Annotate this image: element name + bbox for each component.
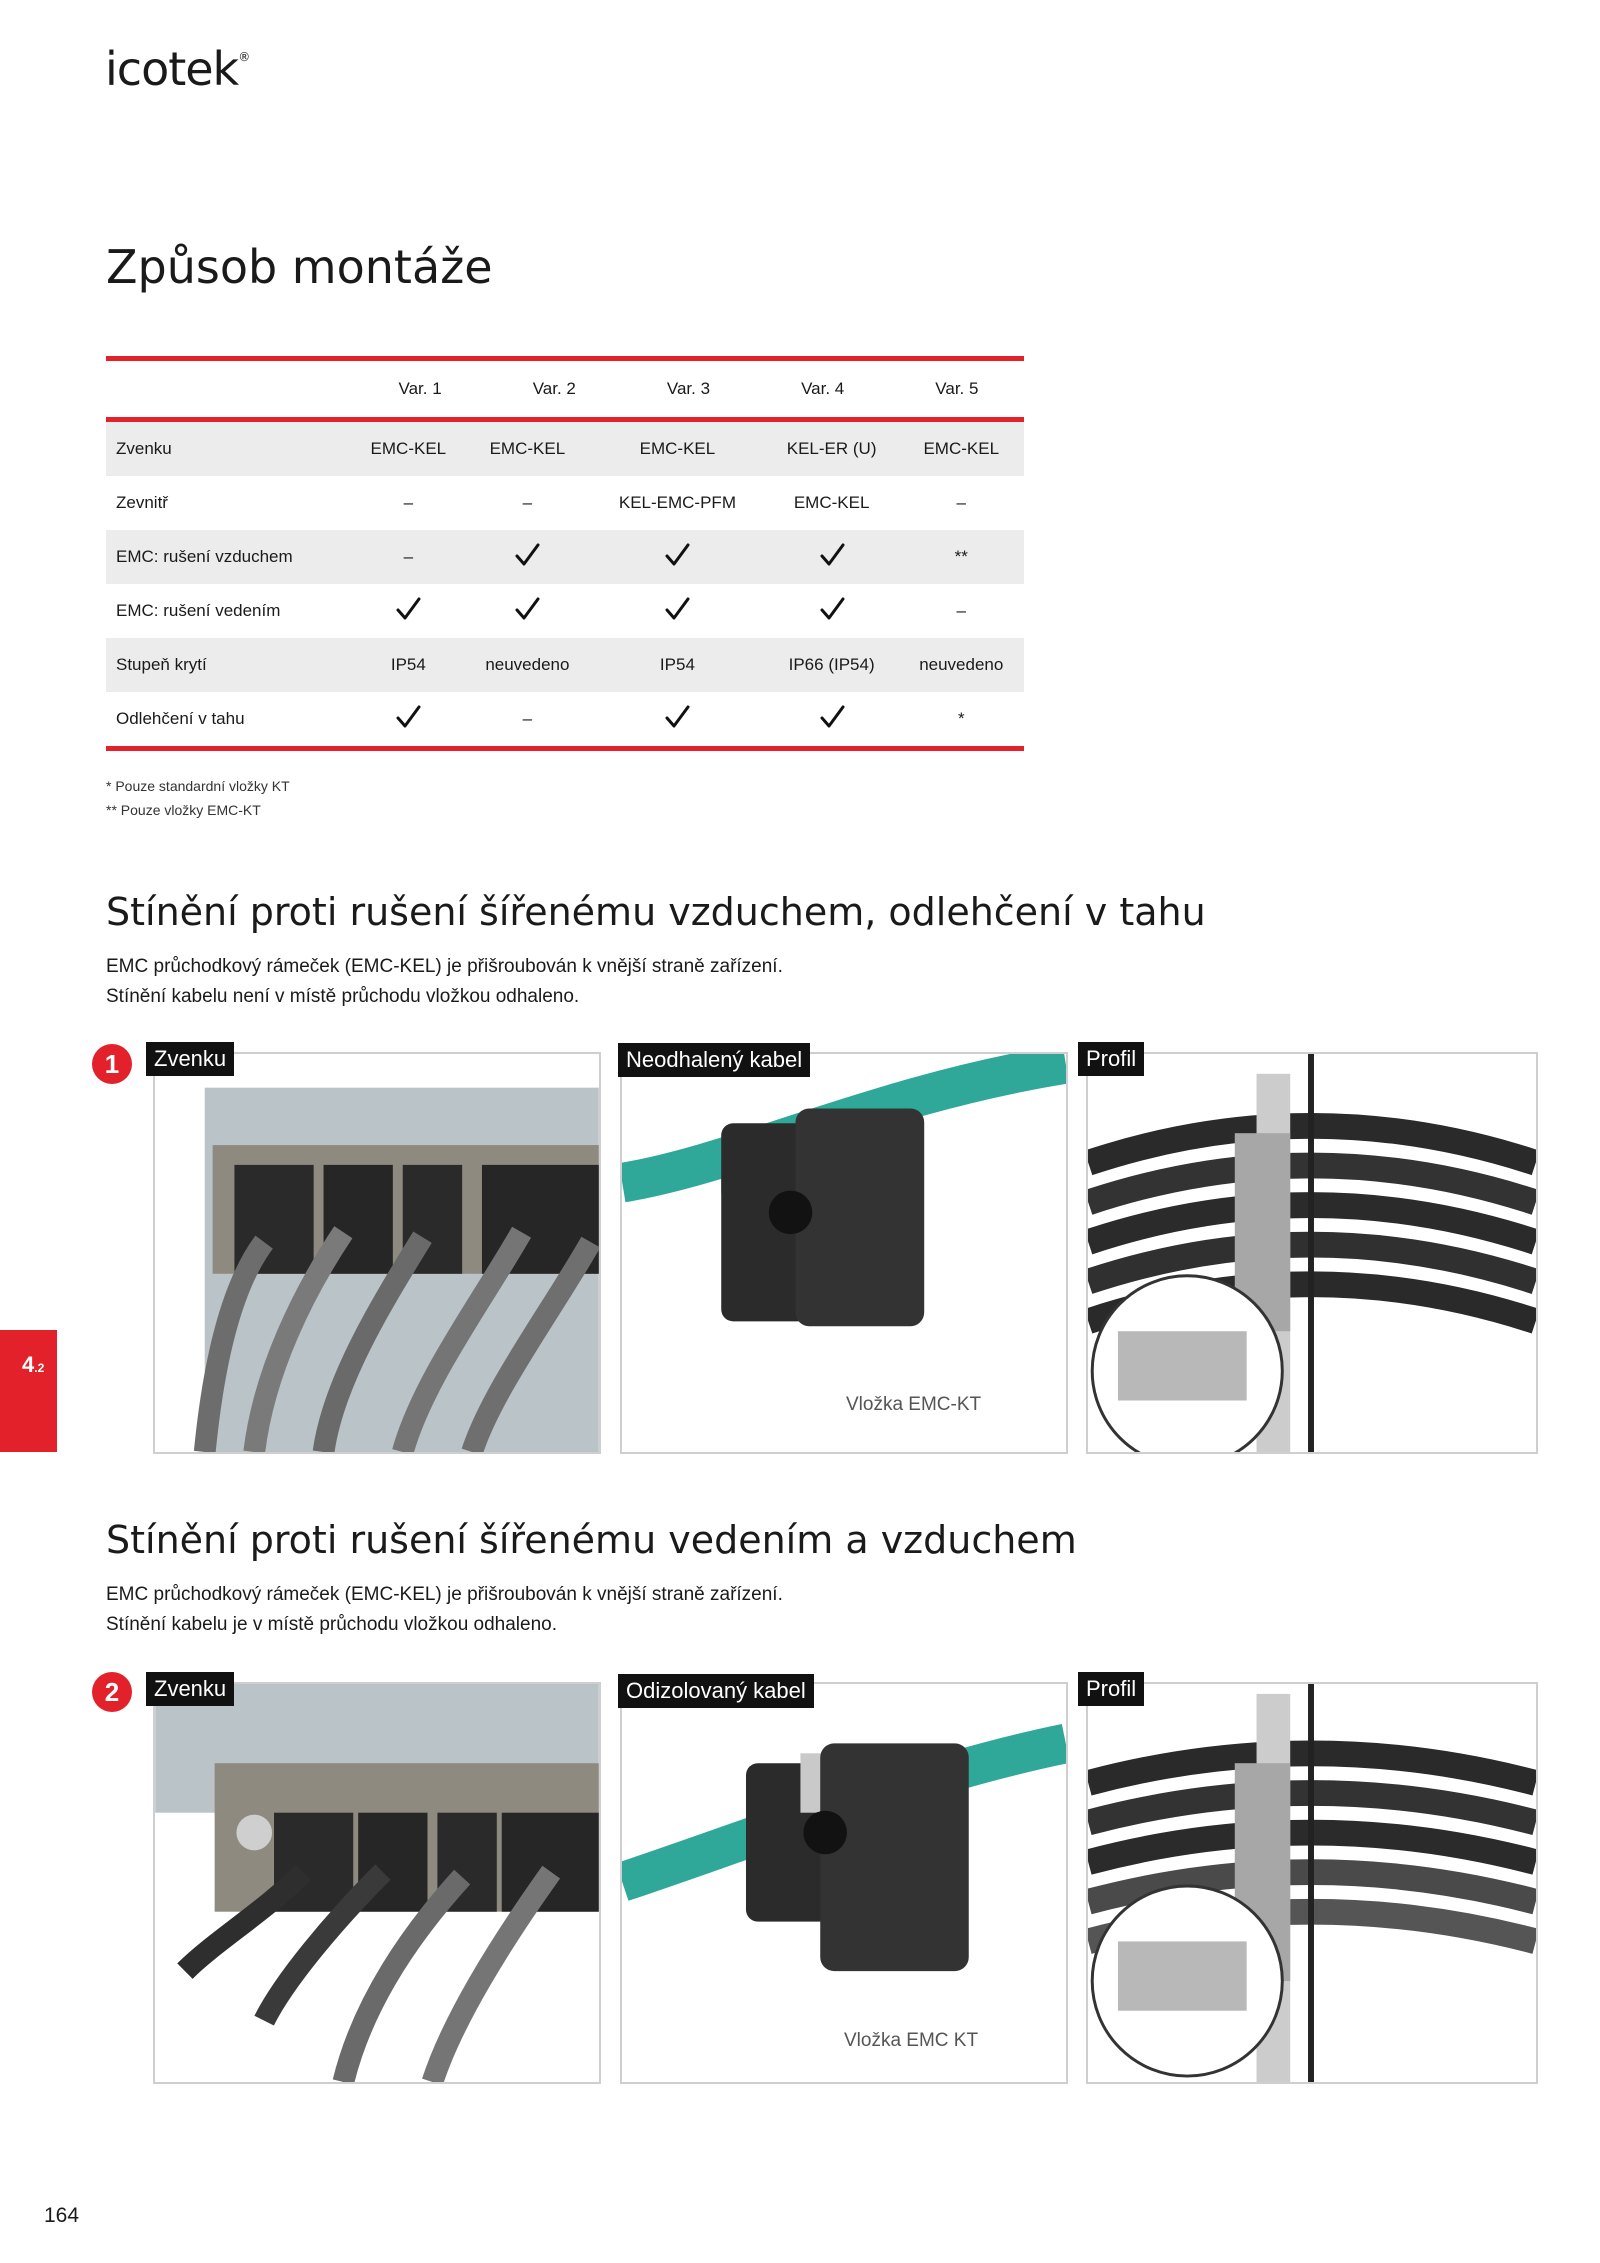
checkmark-icon	[514, 596, 540, 622]
page-number: 164	[44, 2204, 80, 2227]
table-row	[106, 638, 1024, 692]
table-row	[106, 422, 1024, 476]
table-row-label: Zevnitř	[116, 493, 168, 512]
chapter-tab	[0, 1330, 57, 1452]
table-cell: KEL-ER (U)	[765, 422, 899, 476]
step-number-badge: 1	[92, 1044, 132, 1084]
table-row	[106, 584, 1024, 638]
checkmark-icon	[395, 596, 421, 622]
variants-table	[106, 361, 1024, 417]
footnote-1: * Pouze standardní vložky KT	[106, 778, 290, 794]
table-cell	[765, 692, 899, 746]
photo-label-profile: Profil	[1078, 1042, 1144, 1076]
table-cell	[352, 692, 465, 746]
table-header-cell: Var. 5	[935, 379, 979, 398]
table-cell	[765, 584, 899, 638]
table-header-cell: Var. 1	[398, 379, 442, 398]
stripped-cable-illustration	[622, 1684, 1066, 2082]
table-cell: EMC-KEL	[465, 422, 590, 476]
table-cell: KEL-EMC-PFM	[618, 493, 736, 512]
table-header-cell	[106, 361, 353, 417]
brand-mark: ®	[238, 50, 250, 64]
table-row-label: Stupeň krytí	[106, 638, 352, 692]
profile-illustration	[1088, 1054, 1536, 1452]
checkmark-icon	[664, 542, 690, 568]
table-cell	[352, 584, 465, 638]
checkmark-icon	[664, 704, 690, 730]
checkmark-icon	[514, 542, 540, 568]
table-cell: EMC-KEL	[352, 422, 465, 476]
step-number-badge: 2	[92, 1672, 132, 1712]
table-cell: IP54	[590, 638, 765, 692]
profile-illustration	[1088, 1684, 1536, 2082]
table-cell: IP54	[352, 638, 465, 692]
mounting-table	[106, 356, 1024, 751]
page-title: Způsob montáže	[106, 240, 493, 294]
chapter-tab-sub: .2	[34, 1361, 45, 1375]
table-cell: EMC-KEL	[793, 493, 870, 512]
section1-text	[106, 952, 1106, 1012]
checkmark-icon	[819, 542, 845, 568]
table-header-cell: Var. 4	[801, 379, 845, 398]
table-cell: *	[957, 709, 965, 728]
photo-profile-2	[1086, 1682, 1538, 2084]
insert-caption: Vložka EMC-KT	[846, 1394, 982, 1415]
table-cell	[465, 584, 590, 638]
table-row	[106, 530, 1024, 584]
chapter-tab-main: 4	[22, 1352, 35, 1377]
table-cell: –	[352, 530, 465, 584]
table-cell: neuvedeno	[899, 638, 1024, 692]
table-cell	[765, 530, 899, 584]
table-row	[106, 692, 1024, 746]
table-row-label: EMC: rušení vzduchem	[106, 530, 352, 584]
table-cell: IP66 (IP54)	[765, 638, 899, 692]
section1-title: Stínění proti rušení šířenému vzduchem, odlehčení v tahu	[106, 890, 1206, 934]
brand-name: icotek	[105, 42, 239, 96]
table-cell: EMC-KEL	[590, 422, 765, 476]
outside-mount-illustration	[155, 1054, 599, 1452]
table-row	[106, 476, 1024, 530]
table-cell	[590, 692, 765, 746]
footnote-2: ** Pouze vložky EMC-KT	[106, 802, 261, 818]
table-header-cell: Var. 2	[532, 379, 576, 398]
photo-label-outside: Zvenku	[146, 1672, 234, 1706]
table-cell: –	[403, 493, 414, 512]
checkmark-icon	[819, 596, 845, 622]
table-cell: EMC-KEL	[899, 422, 1024, 476]
section2-line1: EMC průchodkový rámeček (EMC-KEL) je přišroubován k vnější straně zařízení.	[106, 1584, 783, 1605]
table-cell	[590, 584, 765, 638]
table-row-label: Odlehčení v tahu	[116, 709, 245, 728]
insert-caption: Vložka EMC KT	[844, 2030, 979, 2051]
section2-text	[106, 1580, 1106, 1640]
unstripped-cable-illustration	[622, 1054, 1066, 1452]
table-cell	[590, 530, 765, 584]
section2-line2: Stínění kabelu je v místě průchodu vložkou odhaleno.	[106, 1614, 558, 1635]
photo-outside-mount-2	[153, 1682, 601, 2084]
checkmark-icon	[819, 704, 845, 730]
variants-table-body	[106, 422, 1024, 746]
table-row-label: Zvenku	[106, 422, 352, 476]
table-header-row	[106, 361, 1024, 417]
table-cell: –	[522, 493, 533, 512]
chapter-tab-label	[22, 1352, 44, 1378]
photo-label-unstripped: Neodhalený kabel	[618, 1043, 810, 1077]
checkmark-icon	[395, 704, 421, 730]
photo-label-stripped: Odizolovaný kabel	[618, 1674, 814, 1708]
table-cell	[465, 530, 590, 584]
photo-profile-1	[1086, 1052, 1538, 1454]
table-cell: –	[522, 709, 533, 728]
section1-line1: EMC průchodkový rámeček (EMC-KEL) je přišroubován k vnější straně zařízení.	[106, 956, 783, 977]
checkmark-icon	[664, 596, 690, 622]
photo-unstripped-cable	[620, 1052, 1068, 1454]
table-cell: –	[956, 493, 966, 512]
table-cell: –	[956, 601, 966, 620]
table-cell: neuvedeno	[465, 638, 590, 692]
photo-stripped-cable	[620, 1682, 1068, 2084]
table-cell: **	[899, 530, 1024, 584]
table-bottom-rule	[106, 746, 1024, 751]
section1-line2: Stínění kabelu není v místě průchodu vložkou odhaleno.	[106, 986, 580, 1007]
table-header-cell: Var. 3	[666, 379, 711, 398]
outside-mount-illustration	[155, 1684, 599, 2082]
photo-label-outside: Zvenku	[146, 1042, 234, 1076]
brand-logo	[105, 42, 249, 96]
photo-label-profile: Profil	[1078, 1672, 1144, 1706]
table-row-label: EMC: rušení vedením	[116, 601, 281, 620]
photo-outside-mount-1	[153, 1052, 601, 1454]
section2-title: Stínění proti rušení šířenému vedením a vzduchem	[106, 1518, 1077, 1562]
